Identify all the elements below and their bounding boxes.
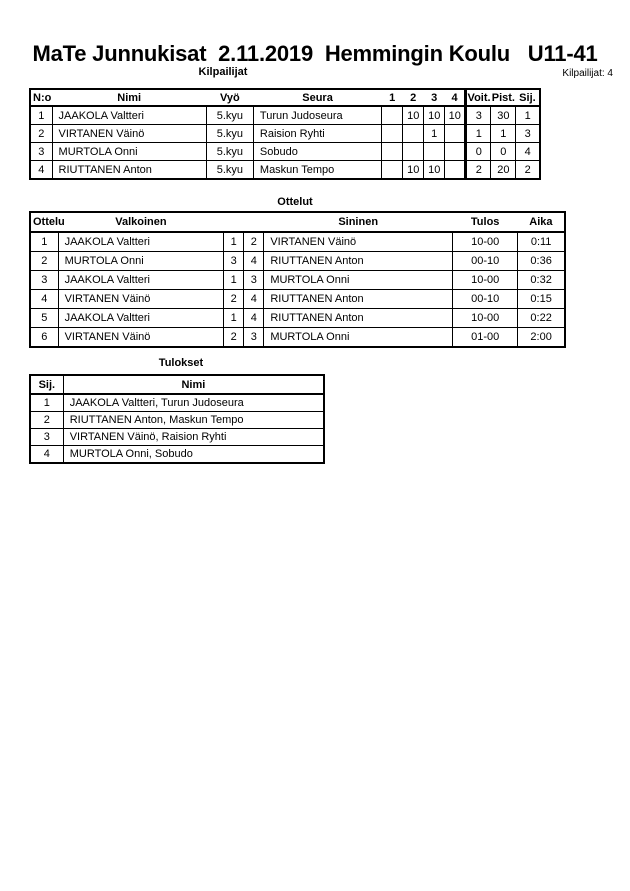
table-cell: 2 [30, 125, 52, 143]
table-cell: 4 [244, 290, 264, 309]
table-cell: 3 [30, 429, 63, 446]
table-cell [403, 143, 424, 161]
table-cell: 0:36 [518, 252, 565, 271]
table-cell: RIUTTANEN Anton [264, 290, 453, 309]
col-header-sij: Sij. [30, 375, 63, 394]
table-cell: 20 [491, 161, 516, 180]
table-cell: RIUTTANEN Anton [52, 161, 206, 180]
col-header-2: 2 [403, 89, 424, 106]
table-cell: Sobudo [253, 143, 381, 161]
table-cell: JAAKOLA Valtteri [58, 232, 224, 252]
table-cell: 2 [30, 252, 58, 271]
table-cell: MURTOLA Onni [264, 271, 453, 290]
table-row [30, 252, 565, 271]
col-header-vyo: Vyö [206, 89, 253, 106]
table-cell [382, 143, 403, 161]
table-cell [424, 143, 445, 161]
table-cell: MURTOLA Onni [58, 252, 224, 271]
table-cell [382, 161, 403, 180]
competitors-table [29, 88, 541, 180]
table-cell: JAAKOLA Valtteri [58, 271, 224, 290]
table-row [30, 446, 324, 464]
table-cell: 0:22 [518, 309, 565, 328]
table-cell [445, 161, 466, 180]
table-cell: 1 [466, 125, 491, 143]
table-cell: 4 [244, 252, 264, 271]
table-row [30, 328, 565, 348]
col-header-4: 4 [445, 89, 466, 106]
table-cell: VIRTANEN Väinö, Raision Ryhti [63, 429, 324, 446]
table-cell: JAAKOLA Valtteri, Turun Judoseura [63, 394, 324, 412]
table-cell [382, 125, 403, 143]
table-row [30, 106, 540, 125]
table-cell: 5.kyu [206, 125, 253, 143]
table-row [30, 161, 540, 180]
matches-table [29, 211, 566, 348]
table-cell: 3 [244, 271, 264, 290]
table-cell: 1 [30, 106, 52, 125]
table-cell: 01-00 [453, 328, 518, 348]
table-cell: 0 [466, 143, 491, 161]
col-header-seura: Seura [253, 89, 381, 106]
table-cell [403, 125, 424, 143]
table-cell [382, 106, 403, 125]
table-cell: 0:11 [518, 232, 565, 252]
table-cell: RIUTTANEN Anton [264, 252, 453, 271]
col-header-valkoinen: Valkoinen [58, 212, 224, 232]
table-cell: 10-00 [453, 271, 518, 290]
table-cell: 10 [403, 106, 424, 125]
table-cell: 10 [424, 161, 445, 180]
table-cell: 10 [424, 106, 445, 125]
table-cell: 5 [30, 309, 58, 328]
table-cell: VIRTANEN Väinö [264, 232, 453, 252]
table-cell: 2 [244, 232, 264, 252]
table-row [30, 309, 565, 328]
table-cell: MURTOLA Onni [264, 328, 453, 348]
table-cell: 00-10 [453, 290, 518, 309]
table-cell: 2 [30, 412, 63, 429]
table-cell: 4 [30, 290, 58, 309]
table-cell: VIRTANEN Väinö [52, 125, 206, 143]
page-title: MaTe Junnukisat 2.11.2019 Hemmingin Koulu U11-41 [32, 41, 598, 66]
table-cell: 4 [516, 143, 540, 161]
col-header-1: 1 [382, 89, 403, 106]
table-cell: 1 [224, 232, 244, 252]
table-cell: 00-10 [453, 252, 518, 271]
table-cell [445, 143, 466, 161]
section-title-kilpailijat: Kilpailijat [198, 66, 248, 78]
table-cell: 1 [516, 106, 540, 125]
table-row [30, 125, 540, 143]
col-header-blue-no [244, 212, 264, 232]
competitors-count: Kilpailijat: 4 [562, 68, 613, 79]
table-cell: 10 [445, 106, 466, 125]
table-cell: 10-00 [453, 232, 518, 252]
table-cell: Turun Judoseura [253, 106, 381, 125]
table-cell: JAAKOLA Valtteri [58, 309, 224, 328]
table-cell: MURTOLA Onni, Sobudo [63, 446, 324, 464]
table-cell: 5.kyu [206, 143, 253, 161]
table-cell: 3 [466, 106, 491, 125]
table-cell: 1 [424, 125, 445, 143]
table-cell: JAAKOLA Valtteri [52, 106, 206, 125]
table-cell: Raision Ryhti [253, 125, 381, 143]
section-title-ottelut: Ottelut [277, 196, 313, 208]
table-row [30, 290, 565, 309]
table-cell: 30 [491, 106, 516, 125]
col-header-voit: Voit. [466, 89, 491, 106]
col-header-pist: Pist. [491, 89, 516, 106]
table-header-row [30, 375, 324, 394]
table-cell [445, 125, 466, 143]
table-row [30, 394, 324, 412]
table-cell: 3 [30, 143, 52, 161]
table-cell: 2 [224, 290, 244, 309]
table-cell: 1 [30, 232, 58, 252]
table-row [30, 143, 540, 161]
table-cell: RIUTTANEN Anton [264, 309, 453, 328]
col-header-aika: Aika [518, 212, 565, 232]
table-cell: MURTOLA Onni [52, 143, 206, 161]
table-cell: 0 [491, 143, 516, 161]
table-cell: 4 [30, 446, 63, 464]
table-cell: 5.kyu [206, 106, 253, 125]
table-cell: VIRTANEN Väinö [58, 328, 224, 348]
table-cell: 10-00 [453, 309, 518, 328]
table-cell: 1 [224, 309, 244, 328]
col-header-nimi: Nimi [63, 375, 324, 394]
table-cell: Maskun Tempo [253, 161, 381, 180]
table-cell: 1 [224, 271, 244, 290]
table-cell: 2 [516, 161, 540, 180]
col-header-sininen: Sininen [264, 212, 453, 232]
col-header-tulos: Tulos [453, 212, 518, 232]
table-cell: 2 [466, 161, 491, 180]
table-row [30, 429, 324, 446]
table-cell: 3 [30, 271, 58, 290]
table-cell: 4 [30, 161, 52, 180]
table-cell: 3 [516, 125, 540, 143]
col-header-no: N:o [30, 89, 52, 106]
col-header-ottelu: Ottelu [30, 212, 58, 232]
table-cell: 4 [244, 309, 264, 328]
table-cell: 0:32 [518, 271, 565, 290]
table-cell: 3 [224, 252, 244, 271]
table-row [30, 412, 324, 429]
table-header-row [30, 212, 565, 232]
table-cell: 2 [224, 328, 244, 348]
table-cell: 5.kyu [206, 161, 253, 180]
table-cell: 0:15 [518, 290, 565, 309]
table-cell: 6 [30, 328, 58, 348]
table-cell: 1 [30, 394, 63, 412]
col-header-3: 3 [424, 89, 445, 106]
table-cell: 10 [403, 161, 424, 180]
table-cell: 3 [244, 328, 264, 348]
col-header-nimi: Nimi [52, 89, 206, 106]
table-row [30, 271, 565, 290]
table-row [30, 232, 565, 252]
table-header-row [30, 89, 540, 106]
col-header-white-no [224, 212, 244, 232]
col-header-sij: Sij. [516, 89, 540, 106]
table-cell: VIRTANEN Väinö [58, 290, 224, 309]
table-cell: 2:00 [518, 328, 565, 348]
table-cell: 1 [491, 125, 516, 143]
table-cell: RIUTTANEN Anton, Maskun Tempo [63, 412, 324, 429]
section-title-tulokset: Tulokset [158, 357, 204, 369]
results-table [29, 374, 325, 464]
